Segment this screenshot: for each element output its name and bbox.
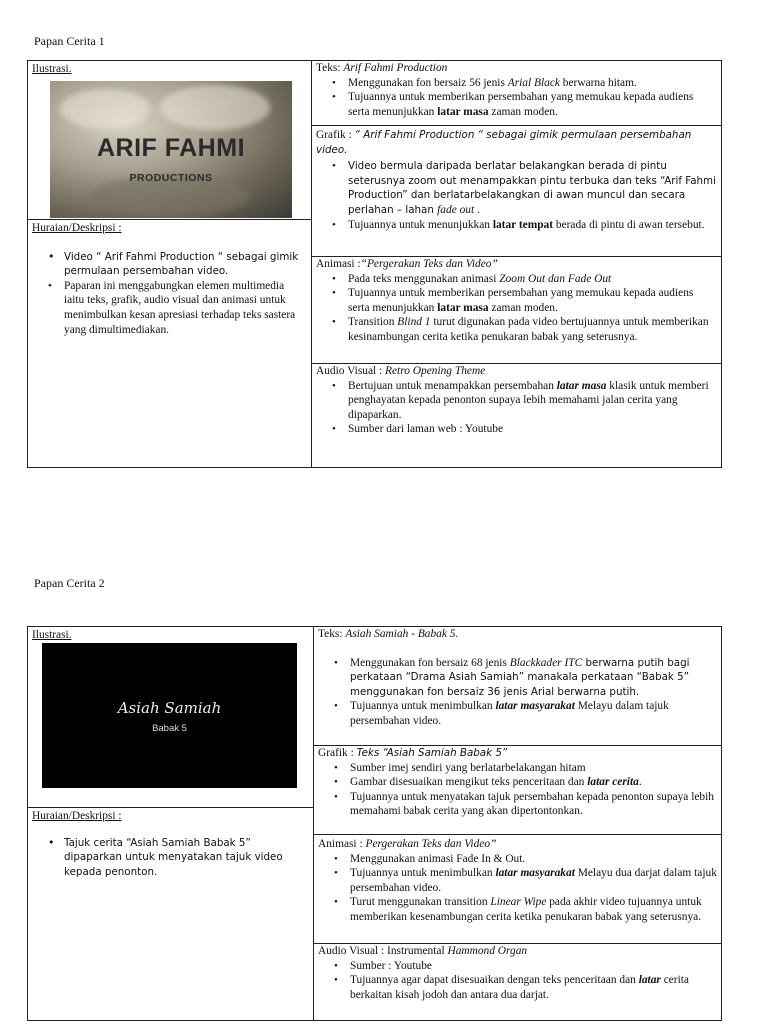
board2-title: Papan Cerita 2 xyxy=(34,576,105,590)
list-item: • Tujuannya untuk menimbulkan latar masyarakat Melayu dalam tajuk persembahan video. xyxy=(350,699,717,728)
board2-animasi-heading: Animasi : Pergerakan Teks dan Video” xyxy=(318,838,497,850)
board2-teks-cell xyxy=(314,627,721,745)
list-item: • Tujuannya untuk menunjukkan latar tempat berada di pintu di awan tersebut. xyxy=(348,218,717,233)
board1-teks-heading: Teks: Arif Fahmi Production xyxy=(316,62,448,74)
board1-audio-heading: Audio Visual : Retro Opening Theme xyxy=(316,365,486,377)
list-item: • Video “ Arif Fahmi Production “ sebagai gimik permulaan persembahan video. xyxy=(64,250,307,279)
board2-title-card-subtext: Babak 5 xyxy=(152,723,187,734)
list-item: • Pada teks menggunakan animasi Zoom Out dan Fade Out xyxy=(348,272,717,287)
list-item: • Tujuannya untuk menimbulkan latar masyarakat Melayu dua darjat dalam tajuk persembahan video. xyxy=(350,866,717,895)
board1-animasi-heading: Animasi :“Pergerakan Teks dan Video” xyxy=(316,258,498,270)
board2-animasi-list xyxy=(318,852,717,925)
list-item: • Video bermula daripada berlatar belakangkan berada di pintu seterusnya zoom out menampakkan pintu terbuka dan teks “Arif Fahmi Production” dan berlatarbelakangkan di awan muncul dan secara perlahan – lahan fade out . xyxy=(348,159,717,217)
board1-audio-list xyxy=(316,379,717,437)
board2-audio-cell xyxy=(314,943,721,1020)
list-item: • Sumber : Youtube xyxy=(350,959,717,974)
board1-description-label: Huraian/Deskripsi : xyxy=(32,222,122,234)
board1-logo-text: ARIF FAHMI xyxy=(96,134,246,162)
board2-illustration-cell xyxy=(28,627,313,807)
list-item: • Tajuk cerita “Asiah Samiah Babak 5” dipaparkan untuk menyatakan tajuk video kepada penonton. xyxy=(64,836,309,880)
board1-animasi-cell xyxy=(312,256,721,363)
board2-grafik-cell xyxy=(314,745,721,834)
board1-right-column xyxy=(312,61,721,467)
list-item: • Gambar disesuaikan mengikut teks penceritaan dan latar cerita. xyxy=(350,775,717,790)
board2-grafik-heading: Grafik : Teks “Asiah Samiah Babak 5” xyxy=(318,747,508,759)
board1-illustration-image xyxy=(50,81,292,218)
board2-description-list xyxy=(32,836,309,880)
board1-illustration-label: Ilustrasi. xyxy=(32,63,72,75)
list-item: • Tujuannya agar dapat disesuaikan dengan teks penceritaan dan latar cerita berkaitan kisah jodoh dan antara dua darjat. xyxy=(350,973,717,1002)
board1-animasi-list xyxy=(316,272,717,345)
list-item: • Transition Blind 1 turut digunakan pada video bertujuannya untuk memberikan kesinambungan cerita ketika penukaran babak yang seterusnya. xyxy=(348,315,717,344)
list-item: • Bertujuan untuk menampakkan persembahan latar masa klasik untuk memberi penghayatan kepada penonton supaya lebih memahami jalan cerita yang dipaparkan. xyxy=(348,379,717,423)
board1-title: Papan Cerita 1 xyxy=(34,34,105,48)
list-item: • Menggunakan fon bersaiz 56 jenis Arial Black berwarna hitam. xyxy=(348,76,717,91)
board2-illustration-image xyxy=(42,643,297,788)
list-item: • Sumber imej sendiri yang berlatarbelakangan hitam xyxy=(350,761,717,776)
board1-audio-cell xyxy=(312,363,721,467)
board1-teks-list xyxy=(316,76,717,120)
board1-left-column xyxy=(28,61,312,467)
list-item: • Menggunakan animasi Fade In & Out. xyxy=(350,852,717,867)
board1-description-list xyxy=(32,250,307,338)
board1-grafik-cell xyxy=(312,125,721,256)
board2-description-label: Huraian/Deskripsi : xyxy=(32,810,122,822)
board1-illustration-cell xyxy=(28,61,311,219)
board2-teks-heading: Teks: Asiah Samiah - Babak 5. xyxy=(318,628,459,640)
board2-description-cell xyxy=(28,807,313,1020)
list-item: • Tujuannya untuk menyatakan tajuk persembahan kepada penonton supaya lebih memahami babak cerita yang akan dipertontonkan. xyxy=(350,790,717,819)
board2-right-column xyxy=(314,627,721,1020)
list-item: • Tujuannya untuk memberikan persembahan yang memukau kepada audiens serta menunjukkan latar masa zaman moden. xyxy=(348,286,717,315)
board2-illustration-label: Ilustrasi. xyxy=(32,629,72,641)
list-item: • Tujuannya untuk memberikan persembahan yang memukau kepada audiens serta menunjukkan latar masa zaman moden. xyxy=(348,90,717,119)
board2-animasi-cell xyxy=(314,834,721,943)
board1-logo-subtext: PRODUCTIONS xyxy=(129,172,213,184)
board2-title-card-text: Asiah Samiah xyxy=(117,699,222,717)
board2-audio-heading: Audio Visual : Instrumental Hammond Organ xyxy=(318,945,528,957)
board1-grafik-list xyxy=(316,159,717,232)
list-item: • Turut menggunakan transition Linear Wipe pada akhir video tujuannya untuk memberikan kesenambungan cerita ketika penukaran babak yang seterusnya. xyxy=(350,895,717,924)
list-item: • Menggunakan fon bersaiz 68 jenis Blackkader ITC berwarna putih bagi perkataan “Drama Asiah Samiah” manakala perkataan “Babak 5” menggunakan fon bersaiz 36 jenis Arial berwarna putih. xyxy=(350,656,717,700)
board2-teks-list xyxy=(318,656,717,729)
storyboard-1 xyxy=(27,60,722,468)
storyboard-2 xyxy=(27,626,722,1021)
board1-description-cell xyxy=(28,219,311,467)
board1-grafik-heading: Grafik : “ Arif Fahmi Production “ sebagai gimik permulaan persembahan video. xyxy=(316,129,692,156)
board2-audio-list xyxy=(318,959,717,1003)
board2-left-column xyxy=(28,627,314,1020)
list-item: • Sumber dari laman web : Youtube xyxy=(348,422,717,437)
board2-grafik-list xyxy=(318,761,717,819)
board1-teks-cell xyxy=(312,61,721,125)
list-item: • Paparan ini menggabungkan elemen multimedia iaitu teks, grafik, audio visual dan animasi untuk menimbulkan kesan apresiasi terhadap teks sastera yang dimultimediakan. xyxy=(64,279,307,337)
